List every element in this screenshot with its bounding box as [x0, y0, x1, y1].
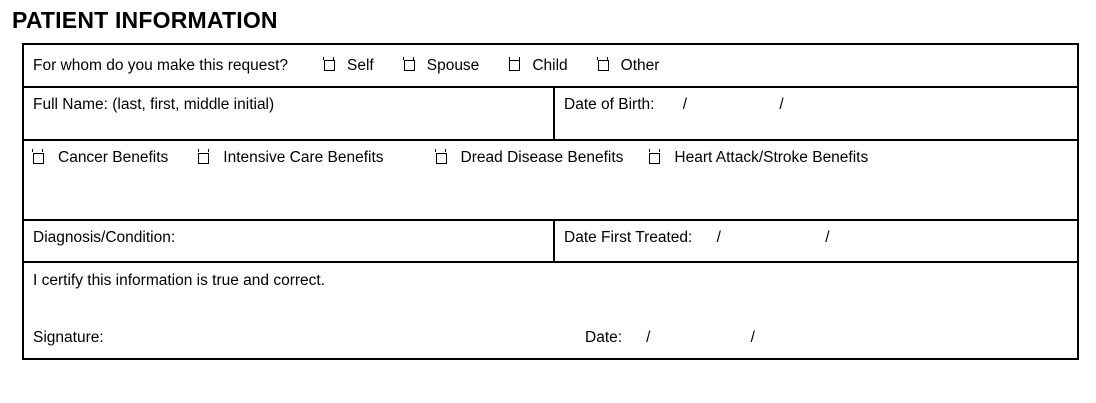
checkbox-icon[interactable] — [33, 153, 44, 164]
date-first-treated-label: Date First Treated: — [564, 229, 693, 246]
benefits-options — [33, 148, 1077, 168]
checkbox-icon[interactable] — [436, 153, 447, 164]
checkbox-icon[interactable] — [598, 60, 609, 71]
checkbox-option-child[interactable] — [509, 56, 567, 76]
signature-field[interactable] — [33, 328, 585, 348]
table-row-certification — [24, 263, 1077, 358]
full-name-label: Full Name: (last, first, middle initial) — [33, 96, 275, 113]
checkbox-icon[interactable] — [324, 60, 335, 71]
checkbox-label-other: Other — [620, 56, 660, 74]
checkbox-option-spouse[interactable] — [404, 56, 480, 76]
checkbox-label-dread-disease-benefits: Dread Disease Benefits — [460, 149, 624, 166]
checkbox-label-child: Child — [532, 56, 568, 74]
diagnosis-field[interactable] — [24, 221, 555, 261]
checkbox-label-cancer-benefits: Cancer Benefits — [58, 149, 169, 166]
checkbox-label-heart-attack-stroke-benefits: Heart Attack/Stroke Benefits — [674, 149, 869, 166]
checkbox-option-dread-disease-benefits[interactable] — [436, 148, 624, 168]
diagnosis-label: Diagnosis/Condition: — [33, 229, 176, 246]
benefits-cell — [24, 141, 1077, 219]
checkbox-option-other[interactable] — [598, 56, 660, 76]
checkbox-icon[interactable] — [198, 153, 209, 164]
checkbox-option-heart-attack-stroke-benefits[interactable] — [649, 148, 868, 168]
date-first-treated-field[interactable] — [555, 221, 1077, 261]
checkbox-icon[interactable] — [649, 153, 660, 164]
table-row-name-dob — [24, 88, 1077, 141]
checkbox-label-spouse: Spouse — [426, 56, 480, 74]
signature-label: Signature: — [33, 329, 104, 346]
date-of-birth-field[interactable] — [555, 88, 1077, 139]
signature-date-label: Date: — [585, 329, 623, 346]
for-whom-label: For whom do you make this request? — [33, 56, 289, 74]
checkbox-icon[interactable] — [404, 60, 415, 71]
for-whom-cell — [24, 45, 1077, 86]
certification-text: I certify this information is true and correct. — [33, 272, 326, 289]
date-of-birth-value: / / — [682, 96, 828, 113]
table-row-benefits — [24, 141, 1077, 221]
checkbox-icon[interactable] — [509, 60, 520, 71]
checkbox-label-self: Self — [347, 56, 374, 74]
signature-line — [33, 328, 1077, 348]
signature-date-value[interactable]: / / — [646, 329, 803, 346]
checkbox-option-intensive-care-benefits[interactable] — [198, 148, 383, 168]
certification-cell — [24, 263, 1077, 358]
page-title: PATIENT INFORMATION — [12, 7, 278, 33]
checkbox-label-intensive-care-benefits: Intensive Care Benefits — [223, 149, 384, 166]
form-table — [22, 43, 1079, 360]
date-first-treated-value: / / — [716, 229, 880, 246]
table-row-for-whom — [24, 45, 1077, 88]
table-row-diagnosis — [24, 221, 1077, 263]
full-name-field[interactable] — [24, 88, 555, 139]
date-of-birth-label: Date of Birth: — [564, 96, 655, 113]
checkbox-option-cancer-benefits[interactable] — [33, 148, 168, 168]
checkbox-option-self[interactable] — [324, 56, 374, 76]
